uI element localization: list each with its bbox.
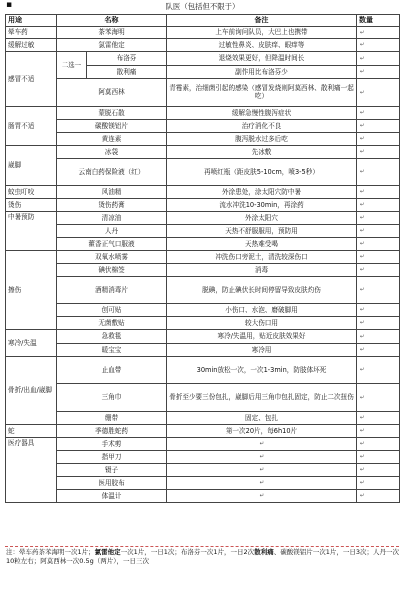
note-cell: 第一次20片，每6h10片 — [167, 424, 357, 437]
table-row — [6, 106, 400, 119]
footnote-text-1: 晕车药茶苯海明一次1片； — [19, 548, 95, 556]
name-cell: 云南白药保险液（红） — [57, 158, 167, 185]
table-row — [6, 463, 400, 476]
qty-cell: ↵ — [357, 237, 400, 250]
table-row — [6, 185, 400, 198]
table-row — [6, 211, 400, 224]
note-cell: 再喷红瓶（距皮肤5-10cm，喷3-5秒） — [167, 158, 357, 185]
separator-line — [5, 546, 399, 547]
note-cell: ↵ — [167, 476, 357, 489]
note-cell: 固定、包扎 — [167, 411, 357, 424]
note-cell: 脱碘，防止碘伏长时间停留导致皮肤灼伤 — [167, 276, 357, 303]
name-cell: 三角巾 — [57, 383, 167, 411]
footnote-bold-1: 氯雷他定 — [94, 548, 121, 556]
table-row — [6, 224, 400, 237]
note-cell: 青霉素，治细菌引起的感染（感冒发烧则阿莫西林、散利痛一起吃） — [167, 78, 357, 106]
qty-cell: ↵ — [357, 211, 400, 224]
use-cell: 烫伤 — [6, 198, 57, 211]
name-cell: 藿香正气口服液 — [57, 237, 167, 250]
qty-cell: ↵ — [357, 185, 400, 198]
note-cell: ↵ — [167, 450, 357, 463]
note-cell: 过敏性鼻炎、皮肤痒、眼痒等 — [167, 38, 357, 51]
name-cell: 指甲刀 — [57, 450, 167, 463]
table-row — [6, 276, 400, 303]
table-row — [6, 78, 400, 106]
name-cell: 无菌敷贴 — [57, 316, 167, 329]
qty-cell: ↵ — [357, 250, 400, 263]
note-cell: 骨折至少要三份包扎，崴脚后用三角巾包扎固定，防止二次扭伤 — [167, 383, 357, 411]
name-cell: 医用胶布 — [57, 476, 167, 489]
note-cell: 冲洗伤口旁泥土，清洗较深伤口 — [167, 250, 357, 263]
qty-cell: ↵ — [357, 424, 400, 437]
name-cell: 氯雷他定 — [57, 38, 167, 51]
use-cell: 骨折/出血/崴脚 — [6, 356, 57, 424]
qty-cell: ↵ — [357, 263, 400, 276]
table-row — [6, 263, 400, 276]
note-cell: 外涂患处，涂太阳穴防中暑 — [167, 185, 357, 198]
name-cell: 双氧水喷雾 — [57, 250, 167, 263]
table-row — [6, 489, 400, 502]
table-row — [6, 26, 400, 38]
use-cell: 缓解过敏 — [6, 38, 57, 51]
note-cell: 较大伤口用 — [167, 316, 357, 329]
note-cell: 上车前询问队员，大巴上也携带 — [167, 26, 357, 38]
table-row — [6, 476, 400, 489]
qty-cell: ↵ — [357, 411, 400, 424]
name-cell: 手术剪 — [57, 437, 167, 450]
qty-cell: ↵ — [357, 106, 400, 119]
name-cell: 镊子 — [57, 463, 167, 476]
note-cell: 天热不舒服服用，预防用 — [167, 224, 357, 237]
qty-cell: ↵ — [357, 316, 400, 329]
footnote-text-2: 一次1片，一日1次；布洛芬一次1片，一日2次 — [120, 548, 255, 556]
qty-cell: ↵ — [357, 476, 400, 489]
qty-cell: ↵ — [357, 26, 400, 38]
qty-cell: ↵ — [357, 145, 400, 158]
footnote-prefix: 注： — [6, 548, 19, 556]
name-cell: 蒙脱石散 — [57, 106, 167, 119]
note-cell: 寒冷用 — [167, 343, 357, 356]
table-row — [6, 411, 400, 424]
header-note: 备注 — [167, 15, 357, 27]
table-row — [6, 119, 400, 132]
name-cell: 止血带 — [57, 356, 167, 383]
use-cell: 中暑预防 — [6, 211, 57, 250]
table-row — [6, 145, 400, 158]
note-cell: ↵ — [167, 437, 357, 450]
qty-cell: ↵ — [357, 356, 400, 383]
footnote-text-3: 、碳酸镁铝片一次1片，一日3次；人丹一次10粒左右；阿莫西林一次0.5g（两片），一日三次 — [6, 548, 399, 566]
name-cell: 绷带 — [57, 411, 167, 424]
use-cell: 肠胃不适 — [6, 106, 57, 145]
note-cell: 30min放松一次，一次1-3min，防肢体坏死 — [167, 356, 357, 383]
use-cell: 晕车药 — [6, 26, 57, 38]
qty-cell: ↵ — [357, 383, 400, 411]
name-cell: 茶苯海明 — [57, 26, 167, 38]
page-title: 队医（包括但不限于） — [165, 2, 240, 11]
note-cell: 腹泻脱水过多后吃 — [167, 132, 357, 145]
qty-cell: ↵ — [357, 132, 400, 145]
name-cell: 碘伏棉签 — [57, 263, 167, 276]
table-header-row — [6, 15, 400, 27]
qty-cell: ↵ — [357, 343, 400, 356]
table-row — [6, 51, 400, 65]
use-cell: 感冒不适 — [6, 51, 57, 106]
name-cell: 清凉油 — [57, 211, 167, 224]
footnote-bold-2: 散利痛 — [254, 548, 274, 556]
table-row — [6, 437, 400, 450]
name-cell: 暖宝宝 — [57, 343, 167, 356]
list-bullet: ▪ — [6, 0, 13, 10]
table-row — [6, 237, 400, 250]
table-row — [6, 198, 400, 211]
qty-cell: ↵ — [357, 119, 400, 132]
table-row — [6, 38, 400, 51]
table-row — [6, 303, 400, 316]
table-row — [6, 424, 400, 437]
header-use: 用途 — [6, 15, 57, 27]
note-cell: 治疗消化不良 — [167, 119, 357, 132]
name-cell: 布洛芬 — [87, 51, 167, 65]
table-row — [6, 250, 400, 263]
qty-cell: ↵ — [357, 437, 400, 450]
name-cell: 散利痛 — [87, 65, 167, 78]
qty-cell: ↵ — [357, 276, 400, 303]
table-row — [6, 316, 400, 329]
qty-cell: ↵ — [357, 303, 400, 316]
use-cell: 崴脚 — [6, 145, 57, 185]
note-cell: 流水冲洗10-30min，再涂药 — [167, 198, 357, 211]
footnote — [6, 548, 400, 567]
name-cell: 冰袋 — [57, 145, 167, 158]
use-cell: 医疗器具 — [6, 437, 57, 502]
note-cell: 缓解急慢性腹泻症状 — [167, 106, 357, 119]
note-cell: 消毒 — [167, 263, 357, 276]
note-cell: ↵ — [167, 489, 357, 502]
note-cell: 外涂太阳穴 — [167, 211, 357, 224]
note-cell: 副作用比布洛芬少 — [167, 65, 357, 78]
name-cell: 创可贴 — [57, 303, 167, 316]
header-name: 名称 — [57, 15, 167, 27]
name-cell: 人丹 — [57, 224, 167, 237]
name-cell: 酒精消毒片 — [57, 276, 167, 303]
table-row — [6, 356, 400, 383]
qty-cell: ↵ — [357, 463, 400, 476]
sub-group-cell: 二选一 — [57, 51, 87, 78]
note-cell: 先冰敷 — [167, 145, 357, 158]
note-cell: 小伤口、水泡、磨破脚用 — [167, 303, 357, 316]
name-cell: 季德胜蛇药 — [57, 424, 167, 437]
qty-cell: ↵ — [357, 38, 400, 51]
qty-cell: ↵ — [357, 65, 400, 78]
qty-cell: ↵ — [357, 158, 400, 185]
table-row — [6, 343, 400, 356]
table-row — [6, 450, 400, 463]
medical-kit-table — [5, 14, 400, 503]
name-cell: 急救毯 — [57, 329, 167, 343]
use-cell: 寒冷/失温 — [6, 329, 57, 356]
use-cell: 擦伤 — [6, 250, 57, 329]
table-row — [6, 329, 400, 343]
table-row — [6, 383, 400, 411]
qty-cell: ↵ — [357, 329, 400, 343]
note-cell: 天热难受喝 — [167, 237, 357, 250]
name-cell: 黄连素 — [57, 132, 167, 145]
header-qty: 数量 — [357, 15, 400, 27]
name-cell: 体温计 — [57, 489, 167, 502]
qty-cell: ↵ — [357, 78, 400, 106]
name-cell: 碳酸镁铝片 — [57, 119, 167, 132]
name-cell: 阿莫西林 — [57, 78, 167, 106]
qty-cell: ↵ — [357, 224, 400, 237]
note-cell: 退烧效果更好，但降温时间长 — [167, 51, 357, 65]
use-cell: 蛇 — [6, 424, 57, 437]
table-row — [6, 158, 400, 185]
qty-cell: ↵ — [357, 450, 400, 463]
note-cell: ↵ — [167, 463, 357, 476]
qty-cell: ↵ — [357, 489, 400, 502]
name-cell: 烫伤药膏 — [57, 198, 167, 211]
name-cell: 风油精 — [57, 185, 167, 198]
table-row — [6, 132, 400, 145]
qty-cell: ↵ — [357, 51, 400, 65]
qty-cell: ↵ — [357, 198, 400, 211]
use-cell: 蚊虫叮咬 — [6, 185, 57, 198]
note-cell: 寒冷/失温用，贴近皮肤效果好 — [167, 329, 357, 343]
